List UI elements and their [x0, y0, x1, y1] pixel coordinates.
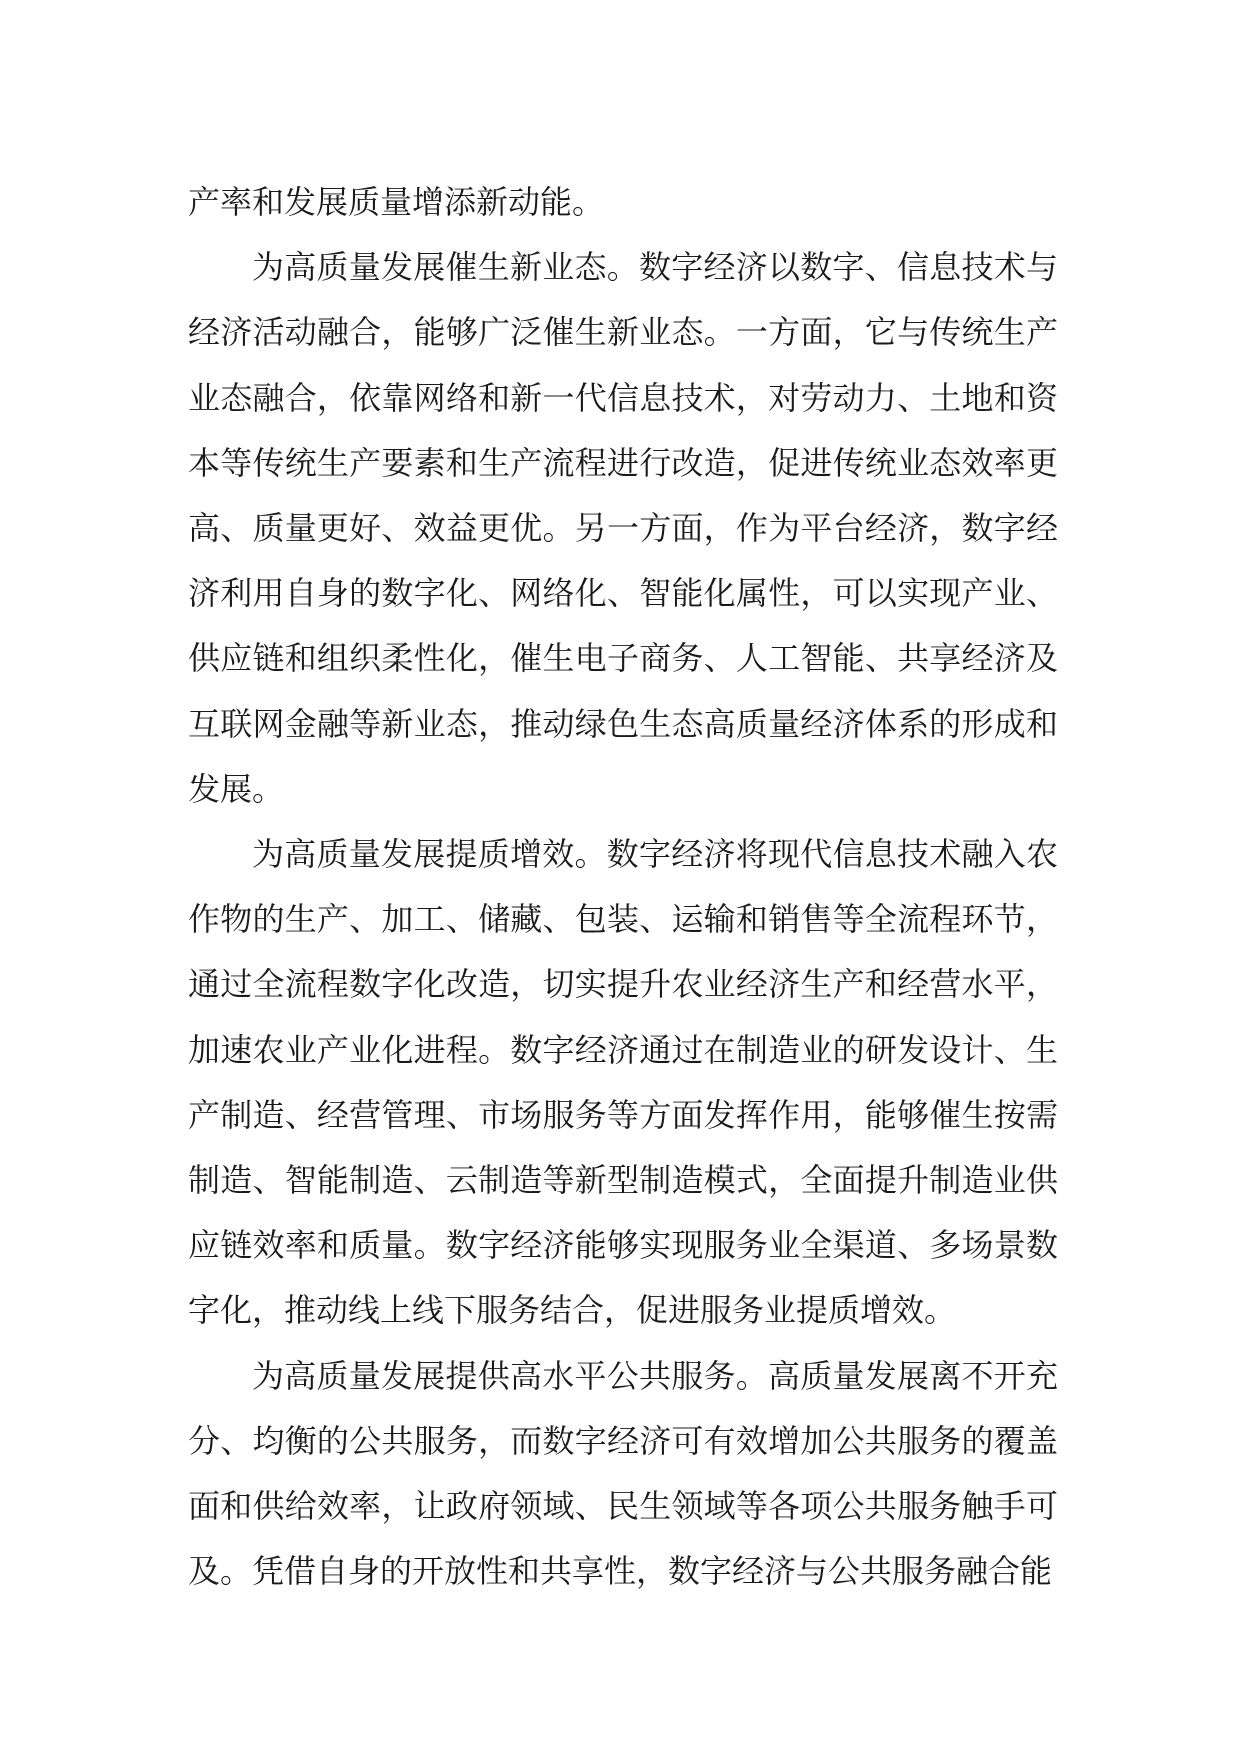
paragraph-public-services: 为高质量发展提供高水平公共服务。高质量发展离不开充分、均衡的公共服务，而数字经济可有效增加公共服务的覆盖面和供给效率，让政府领域、民生领域等各项公共服务触手可及。凭借自身的开放性和共享性，数字经济与公共服务融合能	[188, 1356, 1058, 1591]
document-body	[188, 170, 1058, 1604]
paragraph-new-business-forms: 为高质量发展催生新业态。数字经济以数字、信息技术与经济活动融合，能够广泛催生新业态。一方面，它与传统生产业态融合，依靠网络和新一代信息技术，对劳动力、土地和资本等传统生产要素和生产流程进行改造，促进传统业态效率更高、质量更好、效益更优。另一方面，作为平台经济，数字经济利用自身的数字化、网络化、智能化属性，可以实现产业、供应链和组织柔性化，催生电子商务、人工智能、共享经济及互联网金融等新业态，推动绿色生态高质量经济体系的形成和发展。	[188, 248, 1058, 808]
paragraph-quality-efficiency: 为高质量发展提质增效。数字经济将现代信息技术融入农作物的生产、加工、储藏、包装、运输和销售等全流程环节，通过全流程数字化改造，切实提升农业经济生产和经营水平，加速农业产业化进程。数字经济通过在制造业的研发设计、生产制造、经营管理、市场服务等方面发挥作用，能够催生按需制造、智能制造、云制造等新型制造模式，全面提升制造业供应链效率和质量。数字经济能够实现服务业全渠道、多场景数字化，推动线上线下服务结合，促进服务业提质增效。	[188, 835, 1058, 1330]
paragraph-continuation: 产率和发展质量增添新动能。	[188, 183, 605, 221]
